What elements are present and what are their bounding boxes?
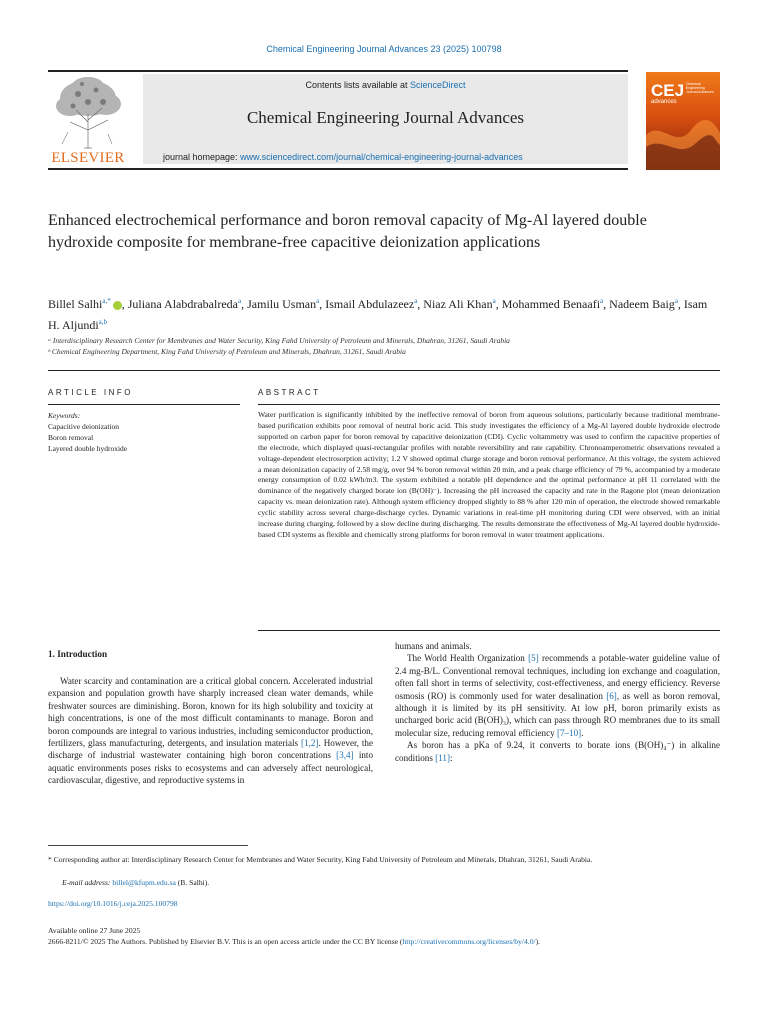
section-heading-introduction: 1. Introduction [48, 649, 108, 659]
abstract-heading: ABSTRACT [258, 388, 321, 397]
article-title: Enhanced electrochemical performance and boron removal capacity of Mg-Al layered double hydroxide composite for membrane-free capacitive deionization applications [48, 212, 647, 251]
footnote-rule [48, 845, 248, 846]
body-paragraph: Water scarcity and contamination are a critical global concern. Accelerated industrial expansion and population growth have sharply increased clean water demands, while freshwater sources are diminishing. Boron, known for its high solubility and toxicity at high concentrations, is one of the most difficult contaminants to manage. Boron and boron compounds are integral to various industries, including semiconductor production, fertilizers, glass manufacturing, detergents, and insulation materials [1,2]. However, the discharge of industrial wastewater containing high boron concentrations [3,4] into aquatic environments poses risks to ecosystems and can adversely affect neurological, cardiovascular, digestive, and reproductive systems in [48, 676, 373, 786]
cover-title: Chemical Engineering Journal Advances [686, 82, 714, 95]
homepage-link[interactable]: www.sciencedirect.com/journal/chemical-engineering-journal-advances [240, 152, 523, 162]
author-name[interactable]: Mohammed Benaafi [501, 297, 601, 311]
citation-link[interactable]: [5] [528, 653, 539, 664]
abstract-rule [258, 404, 720, 405]
author-name[interactable]: Niaz Ali Khan [423, 297, 493, 311]
abstract-text: Water purification is significantly inhibited by the ineffective removal of boron from aqueous solutions, particularly because traditional membrane-based purification exhibits poor removal of neutral boric acid. This study investigates the efficiency of a Mg-Al layered double hydroxide electrode supported on carbon paper for boron removal by capacitive deionization (CDI). Cyclic voltammetry was used to confirm the capacitive properties of the electrode, which displayed quasi-rectangular profiles with notable reversibility and rate capability. Chronoamperometric observations revealed a voltage-dependent electrosorption activity; 1.2 V showed optimal charge storage and boron removal performance. At this voltage, the system achieved a mean deionization capacity of 2.58 mg/g, over 94 % boron removal within 20 min, and a peak charge efficiency of 79 %, accompanied by a moderate energy consumption of 0.02 kWh/m3. The system exhibited a notable pH dependence and the optimal performance at pH 11 correlated with the dominance of the negatively charged borate ion (B(OH)⁻). Increasing the pH increased the capacity and rate in the Ragone plot (mean deionization capacity vs. mean deionization rate). Although system efficiency dropped slightly to 88 % after 120 min of operation, the electrode showed remarkable cyclic stability across several charge-discharge cycles. Dynamic variations in real-time pH monitoring during CDI were observed, with an initial increase during charging, followed by a slow decline during discharging. The results demonstrate the effectiveness of Mg-Al layered double hydroxide-based CDI systems as flexible and chemically strong platforms for boron removal in water treatment applications. [258, 410, 720, 539]
tree-icon [48, 74, 128, 150]
homepage-label: journal homepage: [163, 152, 241, 162]
keywords-label: Keywords: [48, 411, 81, 420]
doi-link[interactable]: https://doi.org/10.1016/j.ceja.2025.100798 [48, 899, 178, 908]
body-paragraph: The World Health Organization [5] recommends a potable-water guideline value of 2.4 mg-B/L. Conventional removal techniques, including ion exchange and coagulation, often fall short in terms of selectivity, cost-effectiveness, and energy efficiency. Reverse osmosis (RO) is commonly used for water desalination [6], as well as boron removal, although it is limited by its pH sensitivity. At low pH, boron primarily exists as uncharged boric acid (B(OH)₃), which can pass through RO membranes due to its small molecular size, reducing removal efficiency [7–10]. [395, 653, 720, 738]
affiliation-a: ᵃ Interdisciplinary Research Center for Membranes and Water Security, King Fahd University of Petroleum and Minerals, Dhahran, 31261, Saudi Arabia [48, 336, 510, 345]
keyword-item: Layered double hydroxide [48, 444, 128, 453]
keyword-item: Capacitive deionization [48, 422, 120, 431]
masthead-bottom-rule [48, 168, 628, 170]
affiliation-b: ᵇ Chemical Engineering Department, King Fahd University of Petroleum and Minerals, Dhahran, 31261, Saudi Arabia [48, 347, 406, 356]
article-info-heading: ARTICLE INFO [48, 388, 133, 397]
email-suffix: (B. Salhi). [175, 878, 210, 887]
author-affiliation-marker[interactable]: a,* [102, 297, 111, 305]
author-name[interactable]: Nadeem Baig [609, 297, 675, 311]
citation-link[interactable]: [6] [606, 690, 617, 701]
author-affiliation-marker[interactable]: a [316, 297, 320, 305]
journal-title: Chemical Engineering Journal Advances [246, 108, 525, 127]
citation-link[interactable]: [7–10] [556, 727, 582, 738]
author-name[interactable]: Ismail Abdulazeez [325, 297, 415, 311]
masthead-top-rule [48, 70, 628, 72]
email-label: E-mail address: [62, 878, 113, 887]
keywords-block [48, 410, 238, 454]
citation-link[interactable]: [3,4] [336, 750, 354, 761]
cover-mark: CEJ [651, 81, 685, 100]
sciencedirect-link[interactable]: ScienceDirect [410, 80, 466, 90]
license-link[interactable]: http://creativecommons.org/licenses/by/4.0/ [402, 937, 536, 946]
journal-homepage [163, 152, 523, 162]
available-online-date: Available online 27 June 2025 [48, 926, 141, 935]
author-affiliation-marker[interactable]: a [492, 297, 496, 305]
contents-availability [143, 80, 628, 90]
author-name[interactable]: Billel Salhi [48, 297, 103, 311]
author-list: Billel Salhi$^{a,*}$ , Juliana Alabdrabalreda$^a$, Jamilu Usman$^a$, Ismail Abdulazeez$^a$, Niaz Ali Khan$^a$, Mohammed Benaafi$^a$, Nadeem Baig$^a$, Isam H. Aljundi$^{a,b}$ [48, 297, 708, 332]
journal-cover-thumbnail[interactable] [646, 72, 720, 170]
keyword-item: Boron removal [48, 433, 94, 442]
author-name[interactable]: Juliana Alabdrabalreda [127, 297, 238, 311]
body-paragraph: As boron has a pKa of 9.24, it converts to borate ions (B(OH)₄⁻) in alkaline conditions [11]: [395, 740, 720, 763]
body-column-left [48, 675, 373, 787]
body-paragraph: humans and animals. [395, 641, 472, 651]
elsevier-wordmark: ELSEVIER [51, 150, 125, 166]
email-footnote [62, 878, 209, 887]
author-affiliation-marker[interactable]: a [414, 297, 418, 305]
cover-sub: advances [651, 99, 677, 105]
author-affiliation-marker[interactable]: a [238, 297, 242, 305]
journal-reference-link[interactable]: Chemical Engineering Journal Advances 23 (2025) 100798 [266, 44, 502, 54]
license-text: 2666-8211/© 2025 The Authors. Published by Elsevier B.V. This is an open access article under the CC BY license ( [48, 937, 403, 946]
body-column-right [395, 640, 720, 764]
abstract-bottom-rule [258, 630, 720, 631]
orcid-icon[interactable] [113, 301, 122, 310]
corresponding-author-note: * Corresponding author at: Interdisciplinary Research Center for Membranes and Water Security, King Fahd University of Petroleum and Minerals, Dhahran, 31261, Saudi Arabia. [48, 855, 593, 864]
author-affiliation-marker[interactable]: a [674, 297, 678, 305]
citation-link[interactable]: [11] [435, 752, 450, 763]
license-end: ). [535, 937, 541, 946]
author-name[interactable]: Jamilu Usman [247, 297, 317, 311]
author-name[interactable]: Isam H. Aljundi [48, 297, 708, 332]
author-affiliation-marker[interactable]: a,b [98, 318, 108, 326]
email-link[interactable]: billel@kfupm.edu.sa [112, 878, 176, 887]
contents-prefix: Contents lists available at [305, 80, 411, 90]
article-info-rule [48, 404, 240, 405]
author-affiliation-marker[interactable]: a [600, 297, 604, 305]
affiliation-rule [48, 370, 720, 371]
license-statement [48, 937, 728, 946]
cover-wave-graphic [646, 115, 720, 170]
citation-link[interactable]: [1,2] [301, 738, 319, 749]
